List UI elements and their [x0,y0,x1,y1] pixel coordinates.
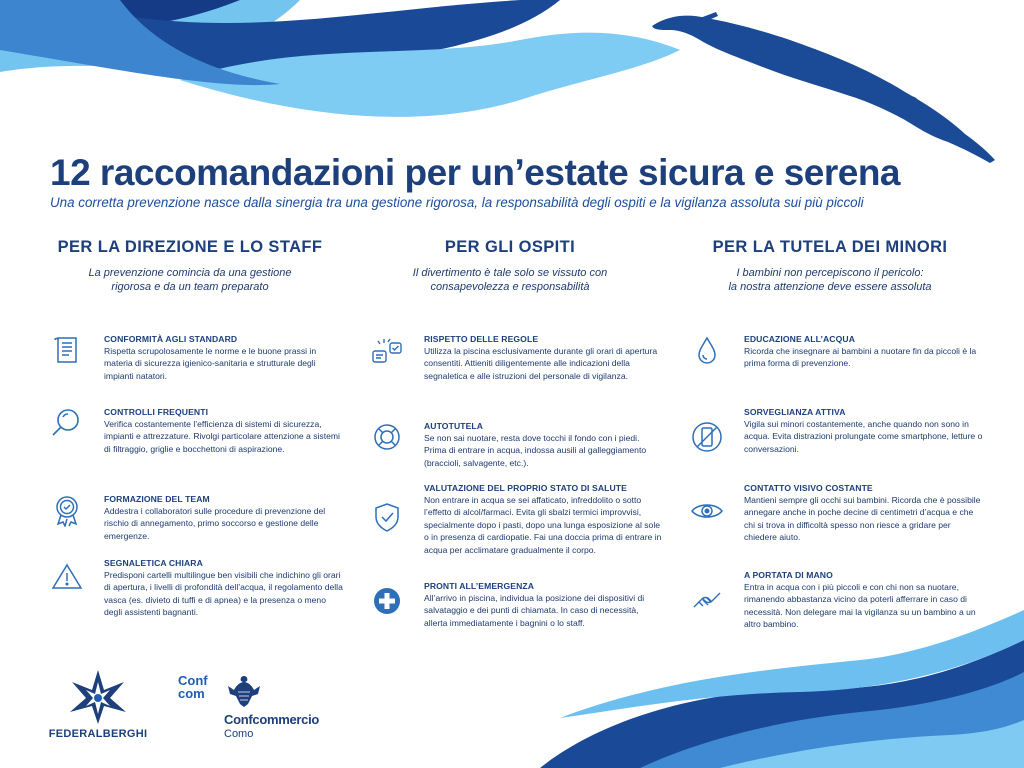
medical-cross-icon [370,584,404,618]
item-text: Utilizza la piscina esclusivamente durante gli orari di apertura consentiti. Attieniti diligentemente alle indicazioni della segnaletica e alle istruzioni del personale di vigilanza. [424,346,658,381]
federalberghi-mark-icon [48,668,148,726]
item-text: Vigila sui minori costantemente, anche quando non sono in acqua. Evita distrazioni prolungate come smartphone, letture o conversazioni. [744,419,983,454]
item-title: SORVEGLIANZA ATTIVA [744,407,846,417]
item-title: EDUCAZIONE ALL’ACQUA [744,334,856,344]
swimmer-icon [652,12,995,163]
item-text: Non entrare in acqua se sei affaticato, infreddolito o sotto l’effetto di alcol/farmaci. Evita gli sbalzi termici improvvisi, specialmente dopo i pasti, dopo una lunga esposizione al sole o in presenza di cardiopatie. Fai una doccia prima di entrare in acqua per acclimatare gradualmente il corpo. [424,495,662,555]
federalberghi-brand: FEDERALBERGHI [48,728,148,740]
item-title: AUTOTUTELA [424,421,484,431]
page-subtitle: Una corretta prevenzione nasce dalla sinergia tra una gestione rigorosa, la responsabilità degli ospiti e la vigilanza assoluta sui più piccoli [50,195,864,210]
column-intro-minors: I bambini non percepiscono il pericolo: la nostra attenzione deve essere assoluta [728,267,932,293]
item-text: Mantieni sempre gli occhi sui bambini. Ricorda che è possibile annegare anche in poche decine di centimetri d’acqua e che chi si trova in difficoltà spesso non riesce a gridare per chiedere aiuto. [744,495,981,543]
badge-check-icon [50,493,84,527]
item-text: Entra in acqua con i più piccoli e con chi non sa nuotare, rimanendo abbastanza vicino da poterli afferrare in caso di necessità. Non delegare mai la vigilanza su un bambino a un altro bambino. [744,582,976,630]
item-text: Predisponi cartelli multilingue ben visibili che indichino gli orari di apertura, i livelli di profondità dell’acqua, il regolamento della vasca (es. divieto di tuffi e di apnea) e la presenza o meno degli assistenti bagnanti. [104,570,343,618]
column-intro-guests: Il divertimento è tale solo se vissuto con consapevolezza e responsabilità [412,267,608,293]
column-intro-staff: La prevenzione comincia da una gestione rigorosa e da un team preparato [88,267,292,293]
item-title: FORMAZIONE DEL TEAM [104,494,210,504]
warning-icon [50,557,84,591]
confcom-mark: Conf com [178,673,208,701]
item-text: Verifica costantemente l’efficienza di sistemi di sicurezza, impianti e attrezzature. Rivolgi particolare attenzione a sistemi di filtraggio, griglie e bocchettoni di aspirazione. [104,419,340,454]
item-text: All’arrivo in piscina, individua la posizione dei dispositivi di salvataggio e dei punti di chiamata. In caso di necessità, allerta immediatamente i bagnini o lo staff. [424,593,645,628]
confcommercio-city: Como [224,728,254,740]
item-title: A PORTATA DI MANO [744,570,833,580]
rules-icon [370,333,404,367]
lifebuoy-icon [370,420,404,454]
item-title: VALUTAZIONE DEL PROPRIO STATO DI SALUTE [424,483,627,493]
no-phone-icon [690,420,724,454]
item-title: SEGNALETICA CHIARA [104,558,203,568]
magnifier-icon [50,406,84,440]
document-icon [50,333,84,367]
column-heading-guests: PER GLI OSPITI [444,238,576,256]
item-text: Se non sai nuotare, resta dove tocchi il fondo con i piedi. Prima di entrare in acqua, indossa ausili al galleggiamento (braccioli, salvagente, etc.). [424,433,647,468]
item-title: RISPETTO DELLE REGOLE [424,334,539,344]
eye-icon [690,494,724,528]
shield-check-icon [370,500,404,534]
page-title: 12 raccomandazioni per un’estate sicura e serena [50,152,900,193]
item-text: Ricorda che insegnare ai bambini a nuotare fin da piccoli è la prima forma di prevenzione. [744,346,977,369]
item-title: CONTATTO VISIVO COSTANTE [744,483,873,493]
item-title: CONTROLLI FREQUENTI [104,407,209,417]
column-heading-minors: PER LA TUTELA DEI MINORI [712,238,948,256]
item-text: Rispetta scrupolosamente le norme e le buone prassi in materia di sicurezza igienico-sanitaria e strutturale degli impianti natatori. [104,346,317,381]
eagle-icon [224,674,264,708]
federalberghi-logo [48,668,148,744]
water-drop-icon [690,333,724,367]
column-heading-staff: PER LA DIREZIONE E LO STAFF [57,238,323,256]
item-title: PRONTI ALL’EMERGENZA [424,581,535,591]
confcommercio-name: Confcommercio [224,712,320,727]
item-title: CONFORMITÀ AGLI STANDARD [104,334,238,344]
item-text: Addestra i collaboratori sulle procedure di prevenzione del rischio di annegamento, primo soccorso e gestione delle emergenze. [104,506,326,541]
helping-hands-icon [690,583,724,617]
